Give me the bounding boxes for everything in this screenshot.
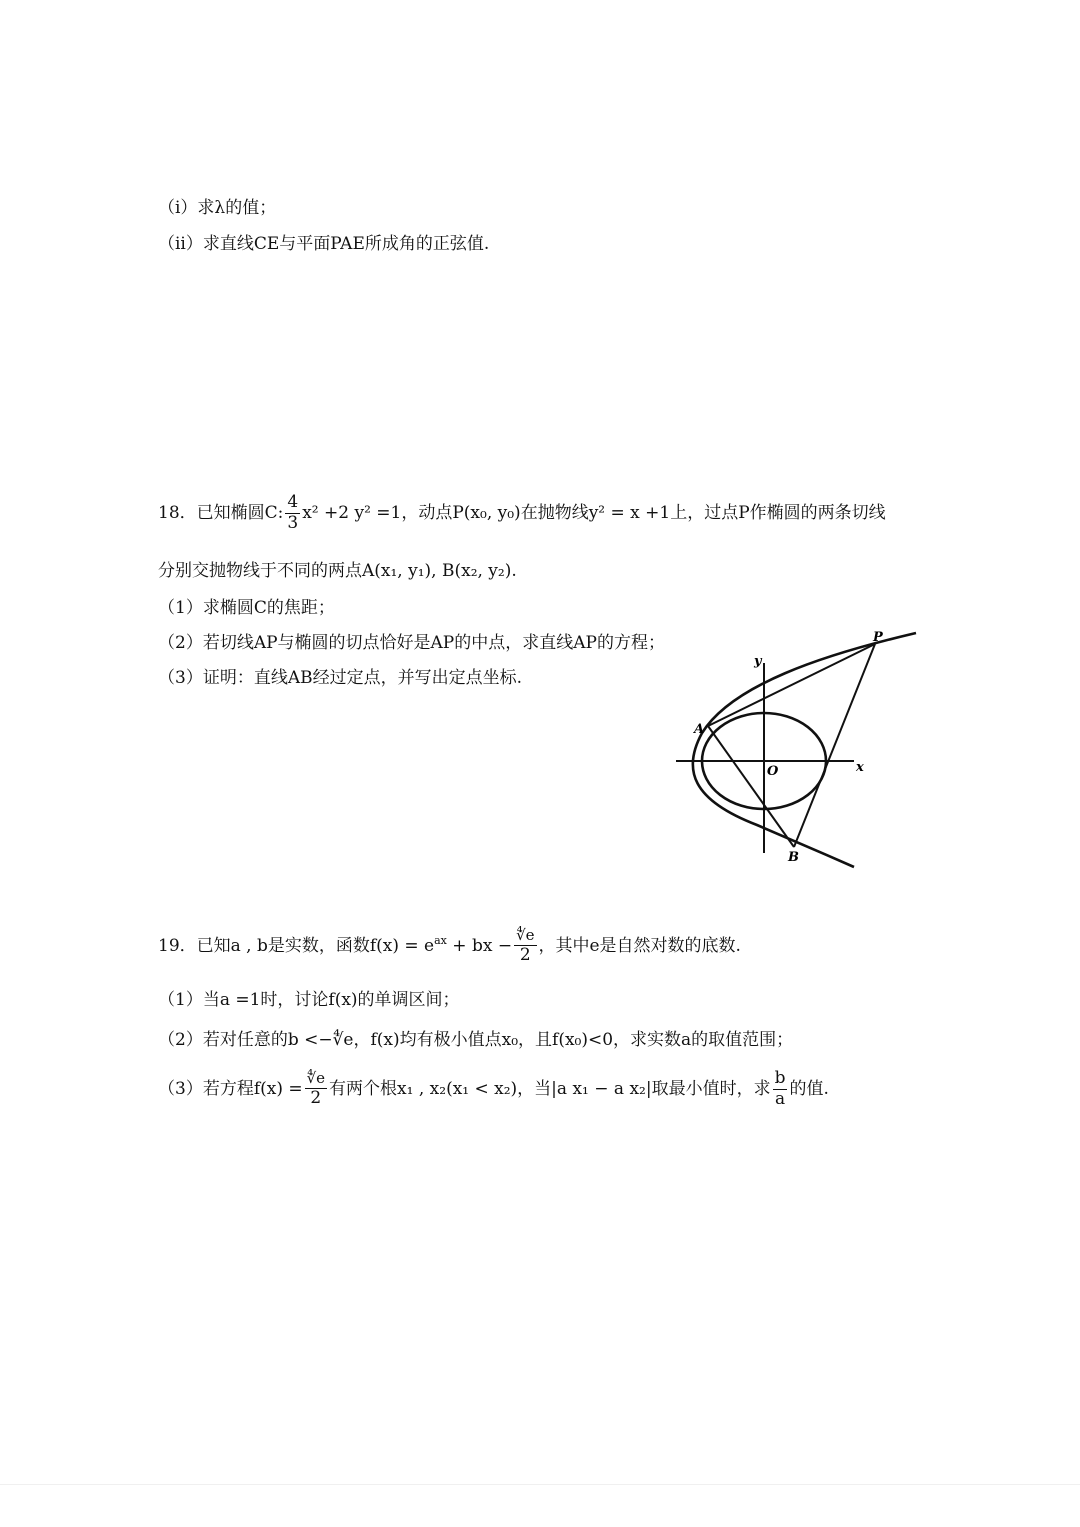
problem19-stem-b: + bx − xyxy=(446,935,513,956)
problem19-stem-a: 19．已知a , b是实数，函数f(x) = e xyxy=(158,935,435,956)
label-x: x xyxy=(856,760,864,775)
tangent-bp xyxy=(794,644,875,847)
problem18-part3: （3）证明：直线AB经过定点，并写出定点坐标. xyxy=(158,668,522,688)
problem19-frac-num: ∜e xyxy=(516,926,535,944)
label-a: A xyxy=(694,722,705,737)
problem19-part3-frac-num: ∜e xyxy=(306,1069,326,1088)
problem18-stem-a: 18．已知椭圆C: xyxy=(158,502,284,523)
problem18-stem-b: x² +2 y² =1，动点P(x₀, y₀)在抛物线y² = x +1上，过点P作椭圆的两条切线 xyxy=(302,502,886,523)
problem18-stem-line2: 分别交抛物线于不同的两点A(x₁, y₁), B(x₂, y₂). xyxy=(158,561,517,581)
label-p: P xyxy=(873,630,883,645)
problem19-part3-frac-den: 2 xyxy=(310,1087,322,1108)
problem18-fraction xyxy=(285,494,300,533)
bottom-rule xyxy=(0,1484,1080,1485)
label-y: y xyxy=(754,654,762,669)
problem19-part1: （1）当a =1时，讨论f(x)的单调区间； xyxy=(158,990,460,1010)
problem19-part3-fraction-ba xyxy=(773,1070,788,1109)
problem18-frac-num: 4 xyxy=(287,492,299,512)
problem19-part3-fraction xyxy=(305,1071,327,1108)
problem19-part3-b: 有两个根x₁ , x₂(x₁ < x₂)，当|a x₁ − a x₂|取最小值时，求 xyxy=(329,1078,771,1099)
problem18-part1: （1）求椭圆C的焦距； xyxy=(158,598,335,618)
problem19-part2: （2）若对任意的b <−∜e，f(x)均有极小值点x₀，且f(x₀)<0，求实数a的取值范围； xyxy=(158,1030,794,1050)
problem18-part2: （2）若切线AP与椭圆的切点恰好是AP的中点，求直线AP的方程； xyxy=(158,633,665,653)
problem17-part-ii: （ii）求直线CE与平面PAE所成角的正弦值. xyxy=(158,234,490,254)
problem19-fraction xyxy=(514,928,536,965)
ellipse-parabola-figure xyxy=(672,625,922,875)
label-b: B xyxy=(788,850,799,865)
problem19-stem xyxy=(158,928,741,965)
problem18-frac-den: 3 xyxy=(287,512,299,533)
problem19-frac-den: 2 xyxy=(519,944,531,965)
problem17-part-i: （i）求λ的值； xyxy=(158,198,277,218)
problem19-part3-c: 的值. xyxy=(789,1078,829,1099)
tangent-ap xyxy=(708,644,875,726)
chord-ab xyxy=(708,726,794,847)
problem19-exponent: ax xyxy=(434,934,447,948)
problem19-part3-frac-a: a xyxy=(774,1088,786,1109)
problem18-stem-line1 xyxy=(158,494,886,533)
problem19-part3 xyxy=(158,1070,829,1109)
problem19-part3-a: （3）若方程f(x) = xyxy=(158,1078,303,1099)
problem19-stem-c: ，其中e是自然对数的底数. xyxy=(538,935,741,956)
label-o: O xyxy=(767,764,779,779)
problem19-part3-frac-b: b xyxy=(774,1068,786,1088)
